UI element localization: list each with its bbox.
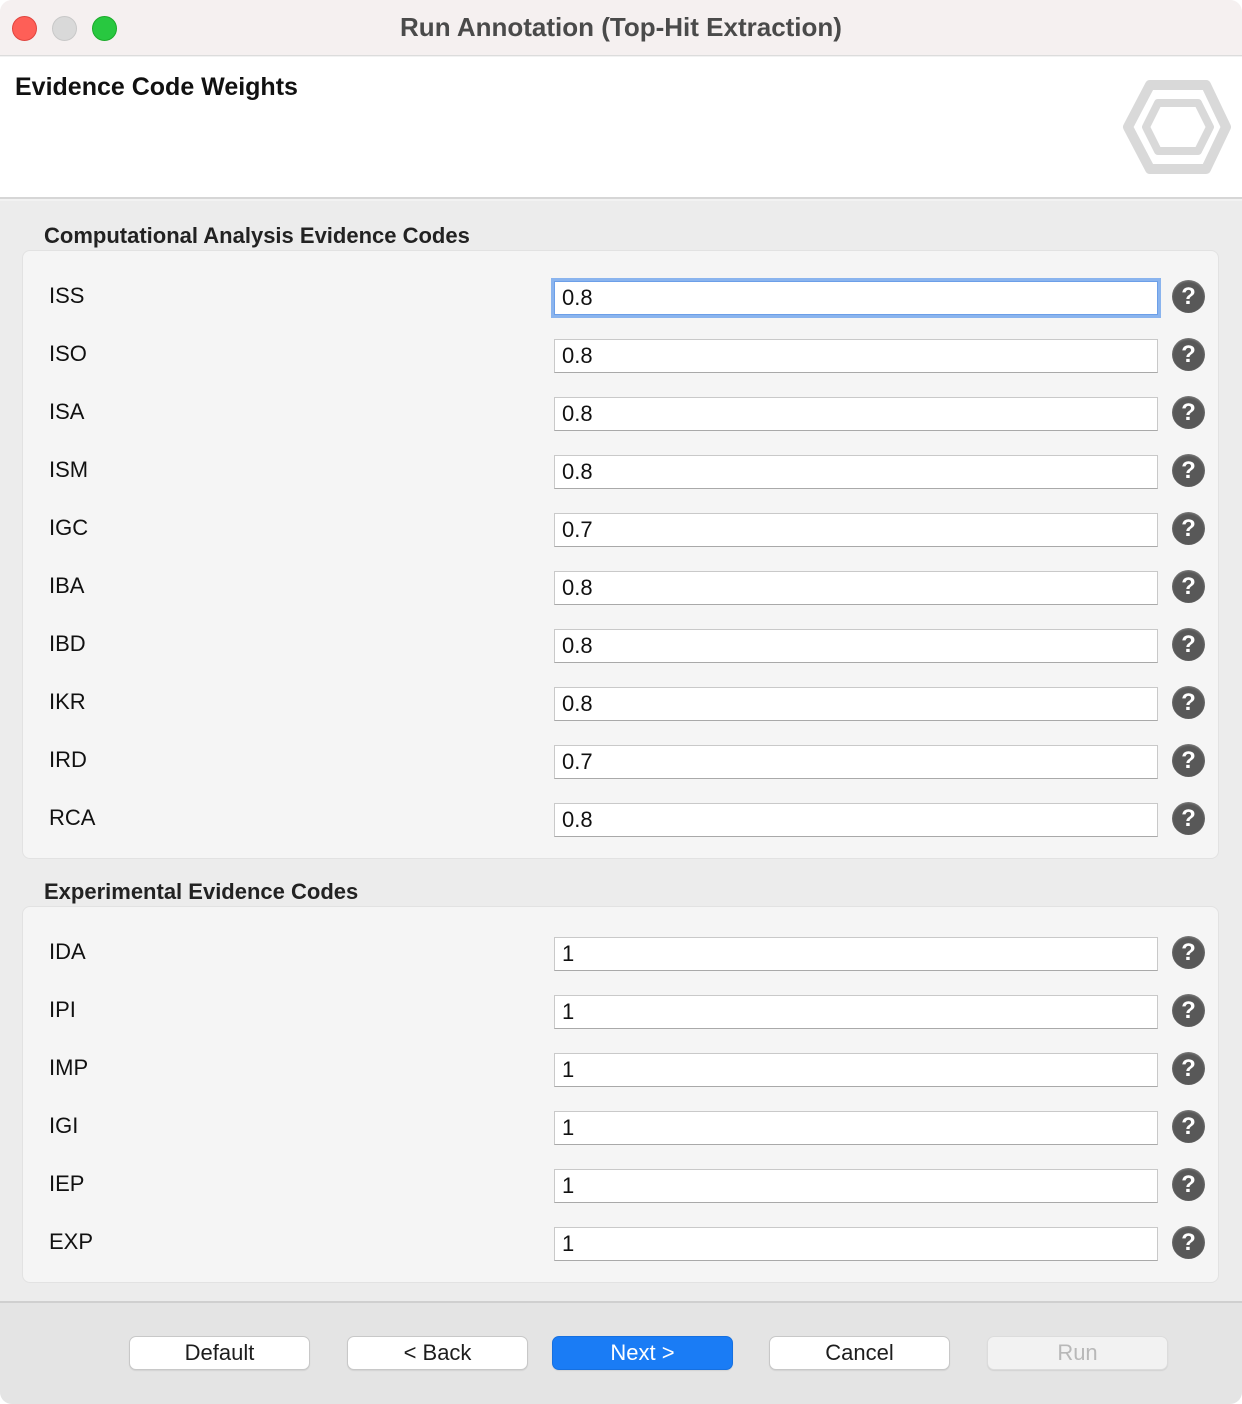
help-icon[interactable]: ? [1172, 936, 1205, 969]
content-area [0, 201, 1242, 1301]
evidence-code-label: RCA [49, 805, 96, 830]
weight-input-iso[interactable] [554, 339, 1158, 373]
weight-input-ism[interactable] [554, 455, 1158, 489]
evidence-code-label: IBA [49, 573, 85, 598]
evidence-row-ikr [23, 675, 1218, 733]
evidence-row-igc [23, 501, 1218, 559]
window-title: Run Annotation (Top-Hit Extraction) [400, 12, 842, 42]
evidence-row-iba [23, 559, 1218, 617]
evidence-row-igi [23, 1099, 1218, 1157]
help-icon[interactable]: ? [1172, 1168, 1205, 1201]
title-bar[interactable] [0, 0, 1242, 56]
weight-input-imp[interactable] [554, 1053, 1158, 1087]
evidence-row-ipi [23, 983, 1218, 1041]
weight-input-isa[interactable] [554, 397, 1158, 431]
default-button[interactable]: Default [129, 1336, 310, 1370]
evidence-code-label: ISM [49, 457, 89, 482]
help-icon[interactable]: ? [1172, 338, 1205, 371]
weight-input-exp[interactable] [554, 1227, 1158, 1261]
wizard-header [0, 57, 1242, 199]
evidence-row-ism [23, 443, 1218, 501]
evidence-code-label: IEP [49, 1171, 85, 1196]
cancel-button[interactable]: Cancel [769, 1336, 950, 1370]
weight-input-ipi[interactable] [554, 995, 1158, 1029]
help-icon[interactable]: ? [1172, 802, 1205, 835]
evidence-code-label: ISO [49, 341, 87, 366]
evidence-code-label: IMP [49, 1055, 89, 1080]
evidence-code-label: IBD [49, 631, 86, 656]
weight-input-iep[interactable] [554, 1169, 1158, 1203]
button-bar [0, 1301, 1242, 1404]
help-icon[interactable]: ? [1172, 454, 1205, 487]
weight-input-ikr[interactable] [554, 687, 1158, 721]
page-heading: Evidence Code Weights [15, 73, 298, 101]
help-icon[interactable]: ? [1172, 744, 1205, 777]
evidence-row-ida [23, 925, 1218, 983]
help-icon[interactable]: ? [1172, 686, 1205, 719]
experimental-codes-panel [22, 906, 1219, 1283]
weight-input-iba[interactable] [554, 571, 1158, 605]
evidence-row-rca [23, 791, 1218, 849]
evidence-code-label: EXP [49, 1229, 94, 1254]
evidence-row-iso [23, 327, 1218, 385]
weight-input-ird[interactable] [554, 745, 1158, 779]
evidence-code-label: IRD [49, 747, 87, 772]
evidence-code-label: IDA [49, 939, 86, 964]
weight-input-iss[interactable] [554, 281, 1158, 315]
evidence-code-label: IPI [49, 997, 76, 1022]
evidence-code-label: ISA [49, 399, 85, 424]
section-title-experimental: Experimental Evidence Codes [44, 879, 359, 904]
back-button[interactable]: < Back [347, 1336, 528, 1370]
help-icon[interactable]: ? [1172, 512, 1205, 545]
weight-input-igi[interactable] [554, 1111, 1158, 1145]
computational-codes-panel [22, 250, 1219, 859]
weight-input-ida[interactable] [554, 937, 1158, 971]
evidence-code-label: IGC [49, 515, 89, 540]
hexagon-logo-icon [1120, 77, 1232, 177]
help-icon[interactable]: ? [1172, 570, 1205, 603]
section-title-computational: Computational Analysis Evidence Codes [44, 223, 470, 248]
evidence-row-imp [23, 1041, 1218, 1099]
help-icon[interactable]: ? [1172, 1226, 1205, 1259]
evidence-code-label: IKR [49, 689, 86, 714]
help-icon[interactable]: ? [1172, 994, 1205, 1027]
help-icon[interactable]: ? [1172, 280, 1205, 313]
weight-input-rca[interactable] [554, 803, 1158, 837]
help-icon[interactable]: ? [1172, 1110, 1205, 1143]
weight-input-ibd[interactable] [554, 629, 1158, 663]
evidence-row-exp [23, 1215, 1218, 1273]
evidence-code-label: ISS [49, 283, 85, 308]
help-icon[interactable]: ? [1172, 1052, 1205, 1085]
help-icon[interactable]: ? [1172, 396, 1205, 429]
evidence-row-ibd [23, 617, 1218, 675]
evidence-row-iss [23, 269, 1218, 327]
evidence-row-ird [23, 733, 1218, 791]
help-icon[interactable]: ? [1172, 628, 1205, 661]
evidence-row-isa [23, 385, 1218, 443]
evidence-code-label: IGI [49, 1113, 79, 1138]
next-button[interactable]: Next > [552, 1336, 733, 1370]
run-button: Run [987, 1336, 1168, 1370]
weight-input-igc[interactable] [554, 513, 1158, 547]
evidence-row-iep [23, 1157, 1218, 1215]
